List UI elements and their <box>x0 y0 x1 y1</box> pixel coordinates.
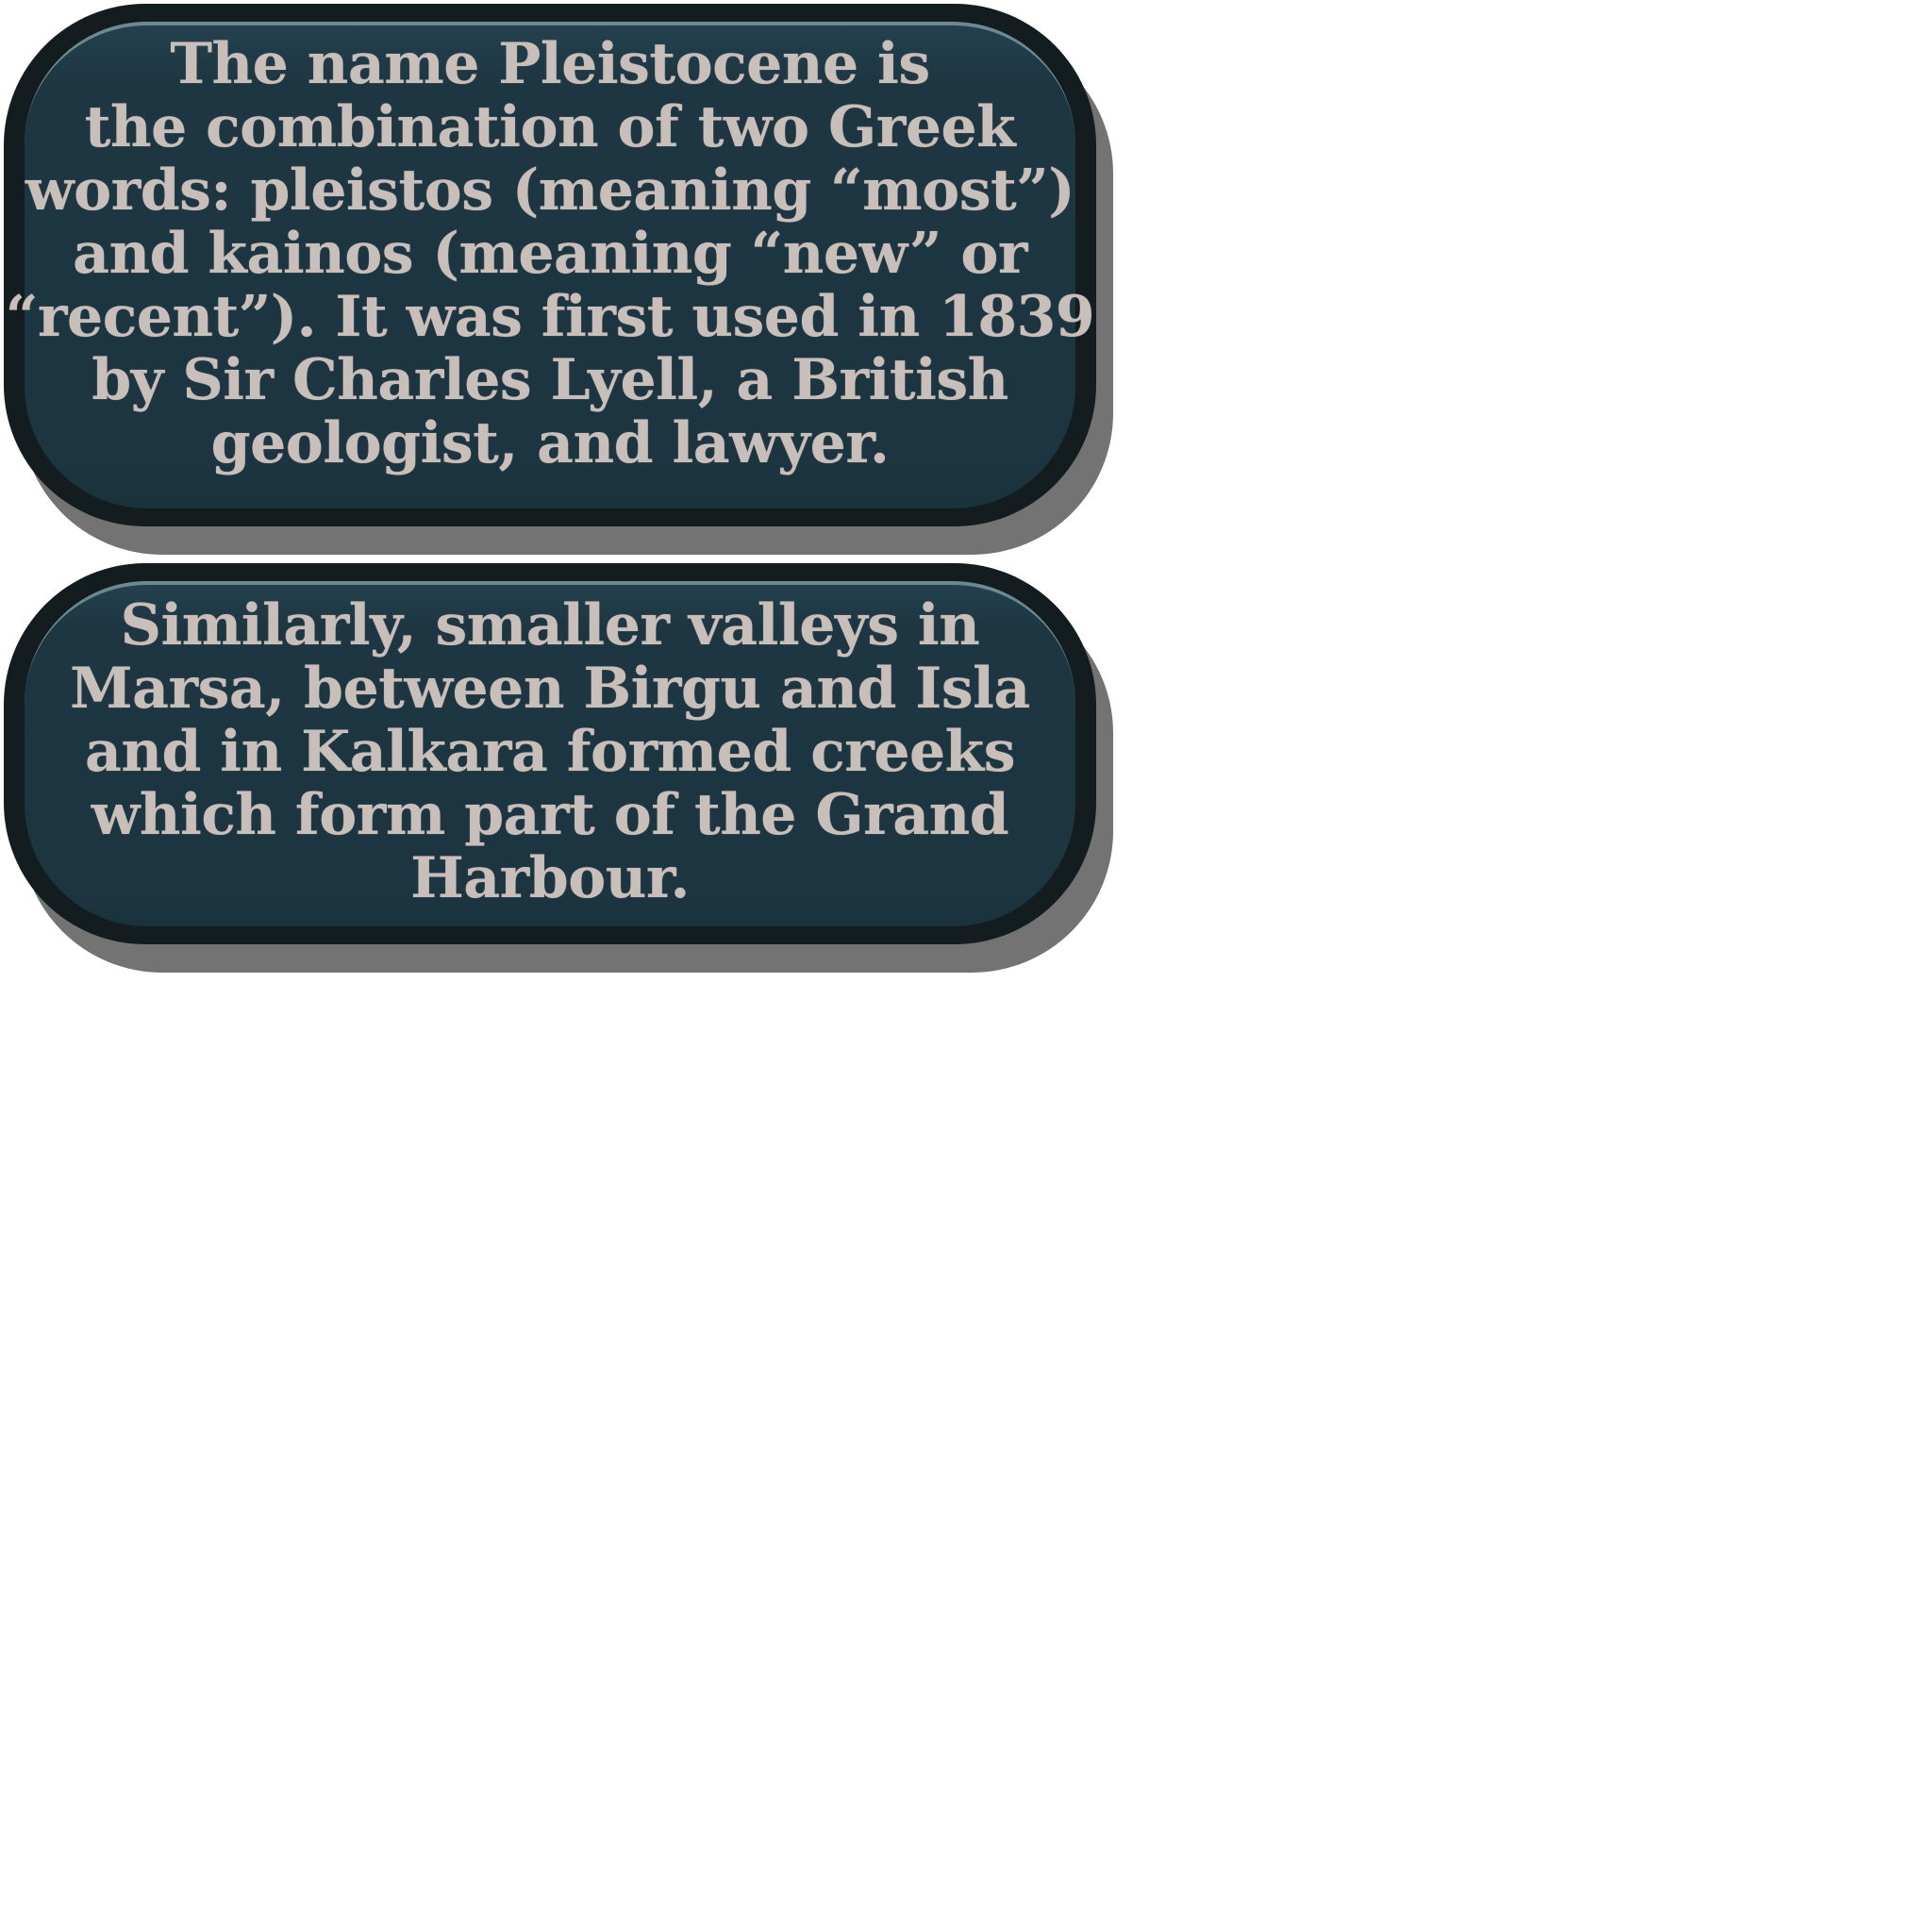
text-line: the combination of two Greek <box>84 94 1016 160</box>
text-line: Similarly, smaller valleys in <box>120 592 980 658</box>
text-line: “recent”). It was first used in 1839 <box>5 284 1095 350</box>
panel-face <box>25 581 1075 926</box>
pleistocene-name-panel <box>4 4 1096 526</box>
text-line: by Sir Charles Lyell, a British <box>92 347 1008 413</box>
text-line: and in Kalkara formed creeks <box>84 719 1016 785</box>
panel-face <box>5 22 1095 508</box>
valleys-creeks-panel <box>4 563 1096 944</box>
text-line: Marsa, between Birgu and Isla <box>70 656 1030 722</box>
pleistocene-name-text <box>0 33 1102 475</box>
text-line: words: pleistos (meaning “most”) <box>25 158 1075 224</box>
text-line: Harbour. <box>410 845 690 911</box>
text-line: geologist, and lawyer. <box>210 410 890 476</box>
text-line: and kainos (meaning “new” or <box>73 221 1027 287</box>
valleys-creeks-text <box>62 594 1038 910</box>
text-line: which form part of the Grand <box>91 782 1009 848</box>
text-line: The name Pleistocene is <box>170 31 930 97</box>
